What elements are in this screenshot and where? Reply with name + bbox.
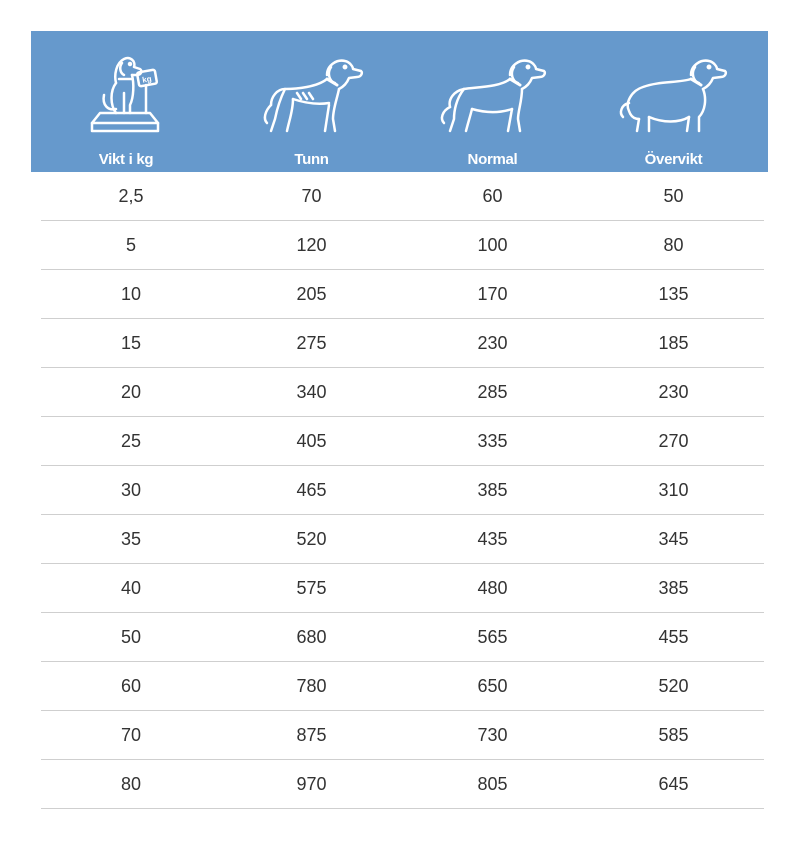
cell-weight: 70 (120, 724, 142, 745)
cell-normal: 170 (477, 283, 508, 304)
header-weight (31, 31, 221, 172)
cell-normal: 565 (477, 626, 508, 647)
cell-normal: 60 (482, 185, 503, 206)
header-label-weight: Vikt i kg (98, 151, 154, 168)
cell-weight: 2,5 (118, 185, 144, 206)
header-label-normal: Normal (467, 151, 518, 168)
cell-overweight: 645 (658, 773, 689, 794)
cell-weight: 20 (120, 381, 142, 402)
table-row (41, 270, 764, 319)
cell-normal: 100 (477, 234, 508, 255)
cell-overweight: 345 (658, 528, 689, 549)
table-row (41, 564, 764, 613)
cell-overweight: 50 (663, 185, 684, 206)
cell-normal: 805 (477, 773, 508, 794)
feeding-table (31, 31, 768, 809)
table-body (41, 172, 764, 809)
cell-weight: 40 (120, 577, 142, 598)
dog-on-scale-icon (86, 53, 166, 143)
table-row (41, 662, 764, 711)
table-row (41, 760, 764, 809)
cell-weight: 5 (125, 234, 136, 255)
cell-thin: 875 (296, 724, 327, 745)
cell-normal: 385 (477, 479, 508, 500)
cell-normal: 435 (477, 528, 508, 549)
cell-thin: 970 (296, 773, 327, 794)
overweight-dog-icon (615, 53, 733, 143)
normal-dog-icon (434, 53, 552, 143)
cell-normal: 650 (477, 675, 508, 696)
header-overweight (583, 31, 764, 172)
cell-thin: 205 (296, 283, 327, 304)
cell-weight: 80 (120, 773, 142, 794)
cell-weight: 50 (120, 626, 142, 647)
cell-thin: 680 (296, 626, 327, 647)
cell-weight: 10 (120, 283, 142, 304)
cell-thin: 520 (296, 528, 327, 549)
cell-overweight: 230 (658, 381, 689, 402)
thin-dog-icon (257, 53, 367, 143)
cell-weight: 60 (120, 675, 142, 696)
cell-thin: 465 (296, 479, 327, 500)
cell-normal: 730 (477, 724, 508, 745)
table-row (41, 368, 764, 417)
cell-normal: 480 (477, 577, 508, 598)
table-row (41, 172, 764, 221)
cell-thin: 275 (296, 332, 327, 353)
cell-overweight: 385 (658, 577, 689, 598)
table-header (31, 31, 768, 172)
cell-weight: 30 (120, 479, 142, 500)
cell-normal: 230 (477, 332, 508, 353)
header-label-thin: Tunn (294, 151, 329, 168)
table-row (41, 466, 764, 515)
header-label-overweight: Övervikt (644, 151, 703, 168)
header-thin (221, 31, 402, 172)
cell-overweight: 455 (658, 626, 689, 647)
table-row (41, 515, 764, 564)
cell-overweight: 520 (658, 675, 689, 696)
table-row (41, 711, 764, 760)
svg-text:kg: kg (141, 74, 153, 85)
table-row (41, 417, 764, 466)
cell-overweight: 585 (658, 724, 689, 745)
cell-overweight: 80 (663, 234, 684, 255)
cell-normal: 335 (477, 430, 508, 451)
table-row (41, 221, 764, 270)
cell-weight: 15 (120, 332, 142, 353)
cell-normal: 285 (477, 381, 508, 402)
cell-thin: 405 (296, 430, 327, 451)
cell-thin: 70 (301, 185, 322, 206)
cell-thin: 780 (296, 675, 327, 696)
cell-overweight: 135 (658, 283, 689, 304)
cell-weight: 35 (120, 528, 142, 549)
table-row (41, 319, 764, 368)
header-normal (402, 31, 583, 172)
cell-overweight: 310 (658, 479, 689, 500)
cell-overweight: 185 (658, 332, 689, 353)
table-row (41, 613, 764, 662)
cell-weight: 25 (120, 430, 142, 451)
cell-overweight: 270 (658, 430, 689, 451)
cell-thin: 120 (296, 234, 327, 255)
cell-thin: 575 (296, 577, 327, 598)
cell-thin: 340 (296, 381, 327, 402)
